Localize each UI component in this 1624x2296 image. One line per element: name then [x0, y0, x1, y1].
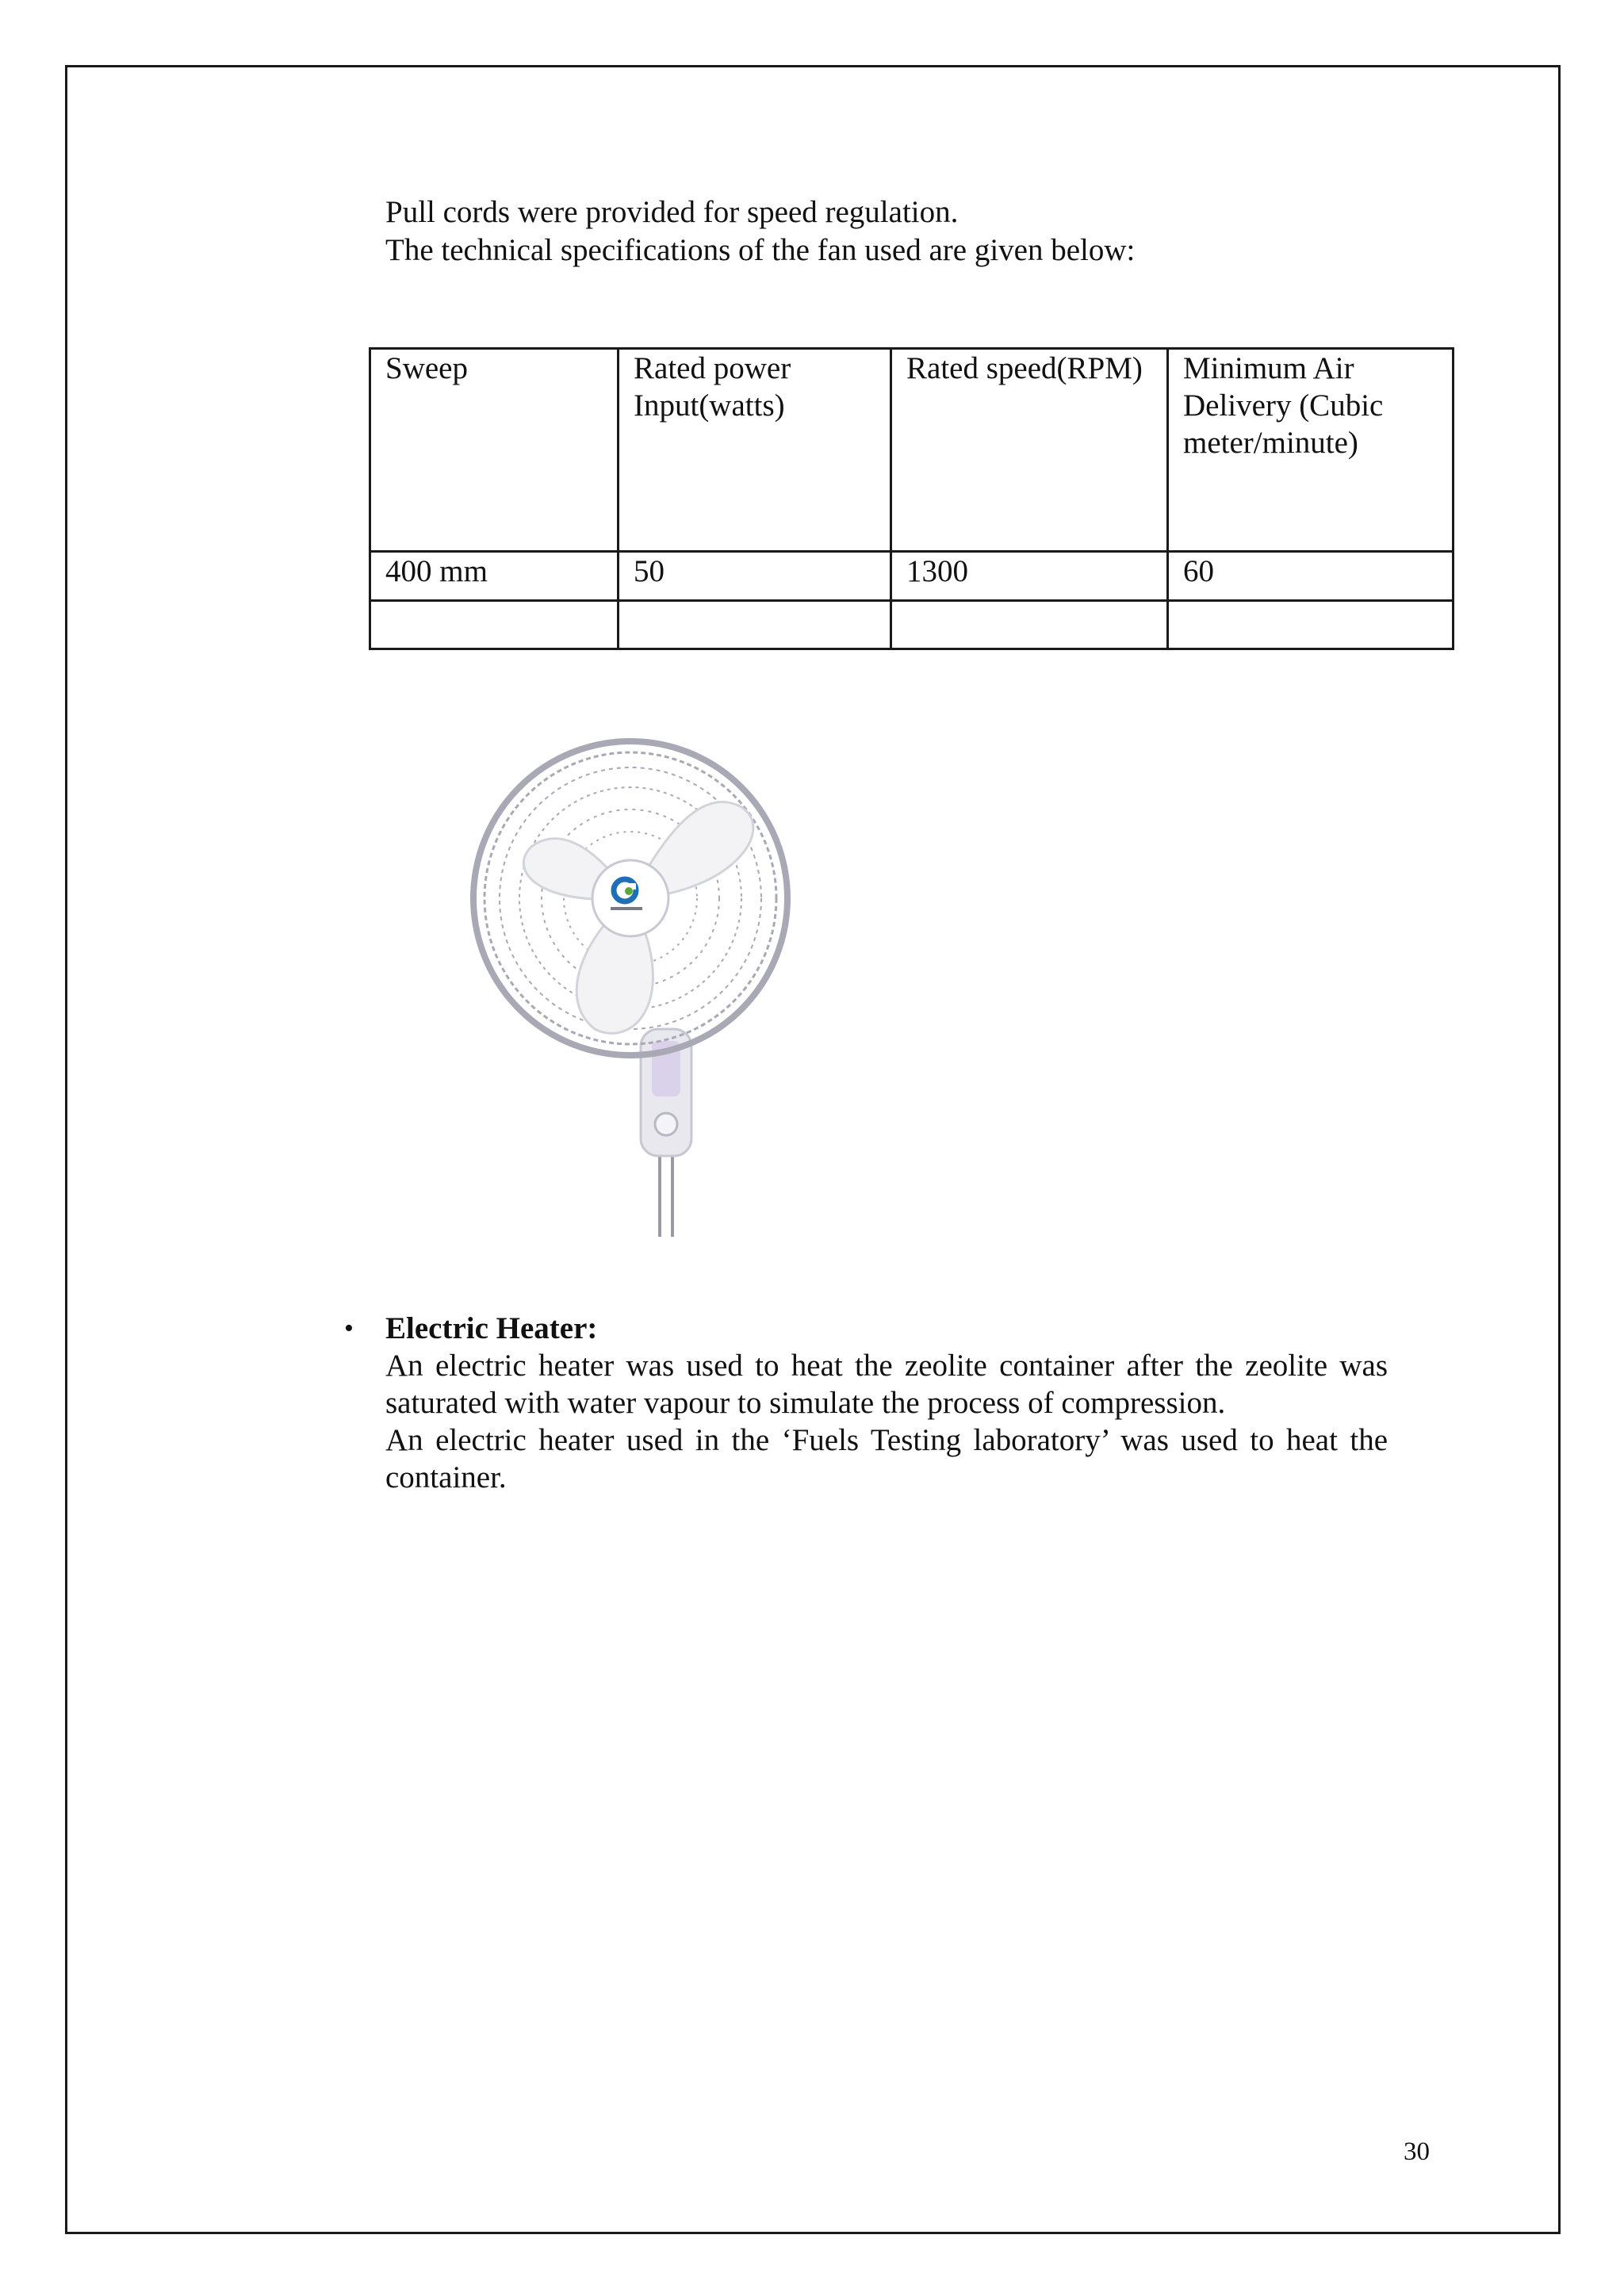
cell-rated-power: 50: [619, 552, 891, 601]
fan-hub: [592, 860, 668, 936]
table-row: [370, 552, 1454, 601]
heater-paragraph-2: An electric heater used in the ‘Fuels Testing laboratory’ was used to heat the container.: [385, 1423, 1388, 1494]
heater-title: Electric Heater:: [385, 1311, 598, 1345]
cell-sweep: 400 mm: [370, 552, 619, 601]
page-number: 30: [1404, 2137, 1430, 2166]
intro-text: [385, 193, 1416, 270]
wall-fan-image: [468, 736, 833, 1243]
bullet-icon: •: [344, 1314, 354, 1343]
intro-line-1: Pull cords were provided for speed regulation.: [385, 195, 959, 229]
intro-line-2: The technical specifications of the fan used are given below:: [385, 233, 1136, 267]
empty-cell: [370, 601, 619, 649]
fan-specifications-table: [369, 347, 1454, 650]
table-header-row: [370, 349, 1454, 552]
empty-cell: [619, 601, 891, 649]
header-air-delivery: Minimum Air Delivery (Cubic meter/minute): [1168, 349, 1454, 552]
header-rated-power: Rated power Input(watts): [619, 349, 891, 552]
cell-air-delivery: 60: [1168, 552, 1454, 601]
empty-cell: [891, 601, 1168, 649]
empty-cell: [1168, 601, 1454, 649]
header-rated-speed: Rated speed(RPM): [891, 349, 1168, 552]
heater-paragraph-1: An electric heater was used to heat the zeolite container after the zeolite was saturated with water vapour to simulate the process of compression.: [385, 1349, 1388, 1420]
cell-rated-speed: 1300: [891, 552, 1168, 601]
header-sweep: Sweep: [370, 349, 619, 552]
table-empty-row: [370, 601, 1454, 649]
pull-cords: [660, 1148, 672, 1237]
